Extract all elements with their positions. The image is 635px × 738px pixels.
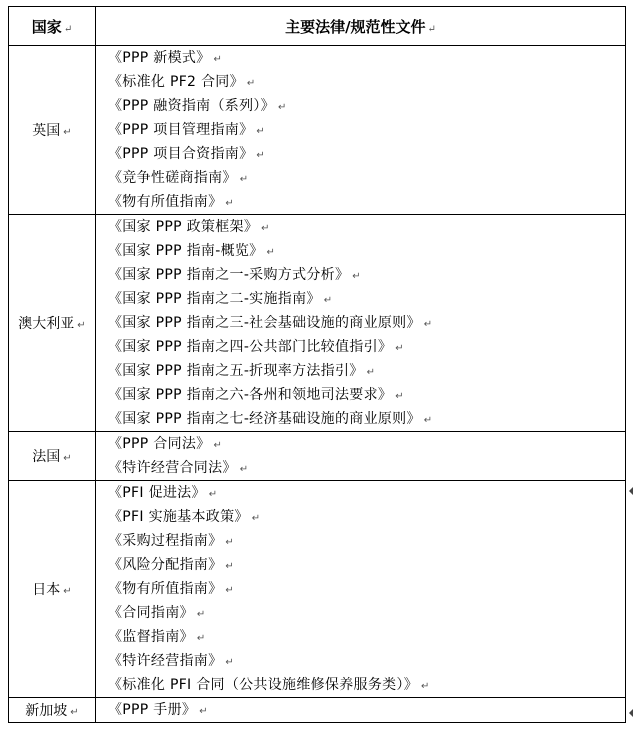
- return-mark: ↵: [225, 198, 235, 209]
- documents-cell: [96, 481, 626, 698]
- document-item: [108, 166, 625, 190]
- document-item: [108, 359, 625, 383]
- document-item: [108, 239, 625, 263]
- header-row: [9, 7, 626, 46]
- document-item: [108, 190, 625, 214]
- table-row: [9, 46, 626, 215]
- document-title: 《PFI 实施基本政策》: [108, 509, 249, 525]
- document-title: 《物有所值指南》: [108, 194, 223, 210]
- document-title: 《国家 PPP 指南-概览》: [108, 243, 264, 259]
- return-mark: ↵: [395, 391, 404, 402]
- margin-marker: [629, 487, 633, 495]
- country-name: 英国: [32, 123, 61, 139]
- return-mark: ↵: [277, 102, 287, 113]
- document-item: [108, 577, 625, 601]
- document-item: [108, 335, 625, 359]
- table-row: [9, 432, 626, 481]
- country-cell: [9, 481, 96, 698]
- document-item: [108, 383, 625, 407]
- document-item: [108, 649, 625, 673]
- documents-cell: [96, 215, 626, 432]
- return-mark: ↵: [395, 343, 404, 354]
- document-title: 《PPP 合同法》: [108, 436, 211, 452]
- document-title: 《竞争性磋商指南》: [108, 170, 237, 186]
- return-mark: ↵: [256, 126, 266, 137]
- document-item: [108, 46, 625, 70]
- document-title: 《合同指南》: [108, 605, 194, 621]
- document-item: [108, 118, 625, 142]
- return-mark: ↵: [266, 247, 276, 258]
- document-title: 《国家 PPP 指南之四-公共部门比较值指引》: [108, 339, 393, 355]
- document-title: 《特许经营指南》: [108, 653, 223, 669]
- return-mark: ↵: [70, 707, 79, 718]
- margin-marker: [629, 709, 633, 717]
- return-mark: ↵: [323, 295, 333, 306]
- document-title: 《采购过程指南》: [108, 533, 223, 549]
- country-cell: [9, 46, 96, 215]
- table-row: [9, 481, 626, 698]
- return-mark: ↵: [366, 367, 376, 378]
- document-title: 《PPP 项目合资指南》: [108, 146, 254, 162]
- document-title: 《国家 PPP 政策框架》: [108, 219, 259, 235]
- document-item: [108, 698, 625, 722]
- return-mark: ↵: [213, 54, 223, 65]
- document-item: [108, 673, 625, 697]
- document-item: [108, 263, 625, 287]
- return-mark: ↵: [239, 464, 249, 475]
- header-country: 国家 ↵: [9, 7, 96, 46]
- return-mark: ↵: [63, 586, 72, 597]
- return-mark: ↵: [225, 585, 235, 596]
- document-item: [108, 407, 625, 431]
- return-mark: ↵: [225, 537, 235, 548]
- documents-cell: [96, 698, 626, 723]
- documents-cell: [96, 432, 626, 481]
- return-mark: ↵: [225, 657, 235, 668]
- return-mark: ↵: [225, 561, 235, 572]
- return-mark: ↵: [208, 489, 218, 500]
- document-item: [108, 505, 625, 529]
- documents-cell: [96, 46, 626, 215]
- document-title: 《风险分配指南》: [108, 557, 223, 573]
- return-mark: ↵: [256, 150, 266, 161]
- document-title: 《国家 PPP 指南之二-实施指南》: [108, 291, 321, 307]
- document-title: 《标准化 PFI 合同（公共设施维修保养服务类）》: [108, 677, 419, 693]
- return-mark: ↵: [239, 174, 249, 185]
- document-item: [108, 70, 625, 94]
- document-item: [108, 94, 625, 118]
- document-title: 《物有所值指南》: [108, 581, 223, 597]
- return-mark: ↵: [63, 127, 72, 138]
- return-mark: ↵: [199, 706, 208, 717]
- document-item: [108, 601, 625, 625]
- document-title: 《标准化 PF2 合同》: [108, 74, 244, 90]
- document-item: [108, 311, 625, 335]
- document-item: [108, 481, 625, 505]
- return-mark: ↵: [352, 271, 361, 282]
- document-item: [108, 625, 625, 649]
- country-cell: [9, 698, 96, 723]
- document-title: 《特许经营合同法》: [108, 460, 237, 476]
- document-title: 《国家 PPP 指南之三-社会基础设施的商业原则》: [108, 315, 421, 331]
- country-name: 法国: [32, 449, 61, 465]
- document-title: 《国家 PPP 指南之六-各州和领地司法要求》: [108, 387, 393, 403]
- document-title: 《国家 PPP 指南之五-折现率方法指引》: [108, 363, 364, 379]
- table-row: [9, 215, 626, 432]
- country-name: 澳大利亚: [18, 316, 75, 332]
- return-mark: ↵: [77, 320, 86, 331]
- return-mark: ↵: [423, 415, 433, 426]
- header-docs: 主要法律/规范性文件 ↵: [96, 7, 626, 46]
- document-title: 《PFI 促进法》: [108, 485, 206, 501]
- document-item: [108, 432, 625, 456]
- return-mark: ↵: [251, 513, 261, 524]
- return-mark: ↵: [423, 319, 433, 330]
- table-row: [9, 698, 626, 723]
- legal-documents-table: [8, 6, 626, 723]
- document-title: 《国家 PPP 指南之一-采购方式分析》: [108, 267, 350, 283]
- return-mark: ↵: [196, 633, 206, 644]
- document-title: 《PPP 融资指南（系列）》: [108, 98, 275, 114]
- return-mark: ↵: [421, 681, 430, 692]
- document-item: [108, 142, 625, 166]
- return-mark: ↵: [246, 78, 256, 89]
- return-mark: ↵: [63, 453, 72, 464]
- return-mark: ↵: [213, 440, 223, 451]
- document-title: 《PPP 新模式》: [108, 50, 211, 66]
- document-title: 《监督指南》: [108, 629, 194, 645]
- return-mark: ↵: [196, 609, 206, 620]
- country-cell: [9, 215, 96, 432]
- document-item: [108, 215, 625, 239]
- document-title: 《国家 PPP 指南之七-经济基础设施的商业原则》: [108, 411, 421, 427]
- country-cell: [9, 432, 96, 481]
- document-title: 《PPP 项目管理指南》: [108, 122, 254, 138]
- document-title: 《PPP 手册》: [108, 702, 197, 718]
- document-item: [108, 287, 625, 311]
- document-item: [108, 529, 625, 553]
- document-item: [108, 553, 625, 577]
- country-name: 日本: [32, 582, 61, 598]
- document-item: [108, 456, 625, 480]
- return-mark: ↵: [261, 223, 270, 234]
- country-name: 新加坡: [25, 703, 68, 719]
